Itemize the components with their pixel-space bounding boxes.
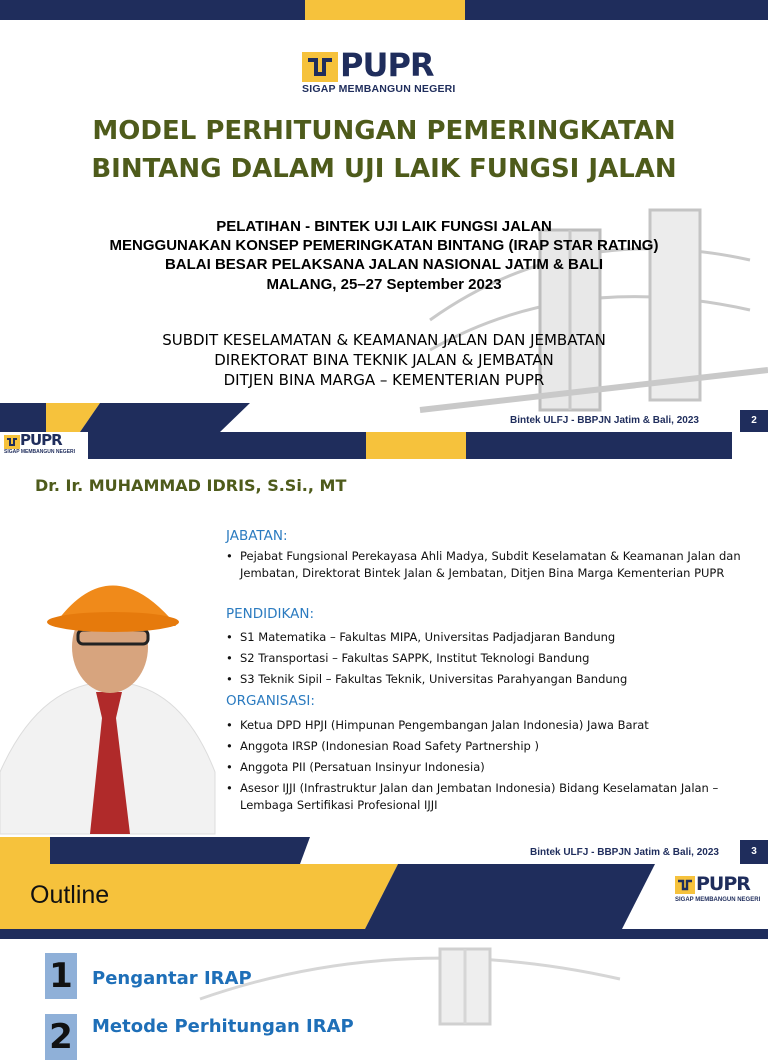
logo-tagline: SIGAP MEMBANGUN NEGERI bbox=[675, 897, 761, 903]
training-line-1: PELATIHAN - BINTEK UJI LAIK FUNGSI JALAN bbox=[216, 218, 552, 235]
slide-title-line2: BINTANG DALAM UJI LAIK FUNGSI JALAN bbox=[91, 154, 677, 184]
footer-caption: Bintek ULFJ - BBPJN Jatim & Bali, 2023 bbox=[530, 847, 719, 858]
pupr-emblem-icon bbox=[675, 876, 695, 894]
speaker-slide bbox=[0, 432, 768, 864]
outline-item-1[interactable]: Pengantar IRAP bbox=[92, 968, 252, 989]
top-stripe-right bbox=[465, 0, 768, 20]
pendidikan-label: PENDIDIKAN: bbox=[226, 606, 315, 622]
outline-number-1: 1 bbox=[45, 953, 77, 999]
jabatan-item: • Pejabat Fungsional Perekayasa Ahli Madya, Subdit Keselamatan & Keamanan Jalan dan Jembatan, Direktorat Bintek Jalan & Jembatan, Ditjen Bina Marga Kementerian PUPR bbox=[226, 549, 741, 580]
outline-slide bbox=[0, 864, 768, 1057]
pendidikan-item-2: • S2 Transportasi – Fakultas SAPPK, Institut Teknologi Bandung bbox=[226, 651, 590, 665]
organisasi-item-3: • Anggota PII (Persatuan Insinyur Indonesia) bbox=[226, 760, 485, 774]
outline-number-2: 2 bbox=[45, 1014, 77, 1060]
logo-tagline: SIGAP MEMBANGUN NEGERI bbox=[4, 449, 76, 455]
top-stripe-left bbox=[0, 0, 305, 20]
outline-heading: Outline bbox=[30, 881, 110, 909]
speaker-photo bbox=[0, 522, 215, 834]
footer-stripes bbox=[0, 837, 330, 864]
logo-tagline: SIGAP MEMBANGUN NEGERI bbox=[302, 83, 456, 95]
header-stripe-gold bbox=[366, 432, 466, 459]
org-line-3: DITJEN BINA MARGA – KEMENTERIAN PUPR bbox=[223, 371, 545, 389]
header-stripe-navy-right bbox=[466, 432, 732, 459]
top-stripe-center bbox=[305, 0, 465, 20]
footer-caption: Bintek ULFJ - BBPJN Jatim & Bali, 2023 bbox=[510, 415, 699, 426]
slide-title-line1: MODEL PERHITUNGAN PEMERINGKATAN bbox=[92, 116, 676, 146]
logo-word: PUPR bbox=[340, 46, 434, 84]
title-slide bbox=[0, 0, 768, 432]
outline-item-2[interactable]: Metode Perhitungan IRAP bbox=[92, 1016, 354, 1037]
outline-header-bar bbox=[0, 864, 768, 939]
bridge-watermark bbox=[200, 939, 620, 1024]
jabatan-label: JABATAN: bbox=[226, 528, 288, 544]
pendidikan-item-3: • S3 Teknik Sipil – Fakultas Teknik, Universitas Parahyangan Bandung bbox=[226, 672, 628, 686]
speaker-name: Dr. Ir. MUHAMMAD IDRIS, S.Si., MT bbox=[35, 476, 347, 495]
header-stripe-navy bbox=[88, 432, 366, 459]
organisasi-item-1: • Ketua DPD HPJI (Himpunan Pengembangan Jalan Indonesia) Jawa Barat bbox=[226, 718, 649, 732]
pupr-emblem-icon bbox=[4, 435, 20, 449]
logo-word: PUPR bbox=[20, 431, 62, 449]
organisasi-item-4: • Asesor IJJI (Infrastruktur Jalan dan Jembatan Indonesia) Bidang Keselamatan Jalan – Lembaga Sertifikasi Profesional IJJI bbox=[226, 781, 719, 812]
pupr-emblem-icon bbox=[302, 52, 338, 82]
organisasi-item-2: • Anggota IRSP (Indonesian Road Safety Partnership ) bbox=[226, 739, 539, 753]
page-number: 3 bbox=[740, 840, 768, 864]
training-line-3: BALAI BESAR PELAKSANA JALAN NASIONAL JATIM & BALI bbox=[164, 256, 604, 273]
footer-stripes bbox=[0, 403, 260, 432]
page-number: 2 bbox=[740, 410, 768, 432]
org-line-1: SUBDIT KESELAMATAN & KEAMANAN JALAN DAN JEMBATAN bbox=[162, 331, 606, 349]
small-logo bbox=[0, 432, 88, 459]
logo-word: PUPR bbox=[696, 873, 750, 895]
org-line-2: DIREKTORAT BINA TEKNIK JALAN & JEMBATAN bbox=[214, 351, 554, 369]
training-line-2: MENGGUNAKAN KONSEP PEMERINGKATAN BINTANG (IRAP STAR RATING) bbox=[109, 237, 659, 254]
training-date: MALANG, 25–27 September 2023 bbox=[266, 276, 502, 293]
pupr-logo-small bbox=[665, 870, 765, 910]
pendidikan-item-1: • S1 Matematika – Fakultas MIPA, Universitas Padjadjaran Bandung bbox=[226, 630, 616, 644]
organisasi-label: ORGANISASI: bbox=[226, 693, 315, 709]
pupr-logo bbox=[302, 46, 472, 100]
